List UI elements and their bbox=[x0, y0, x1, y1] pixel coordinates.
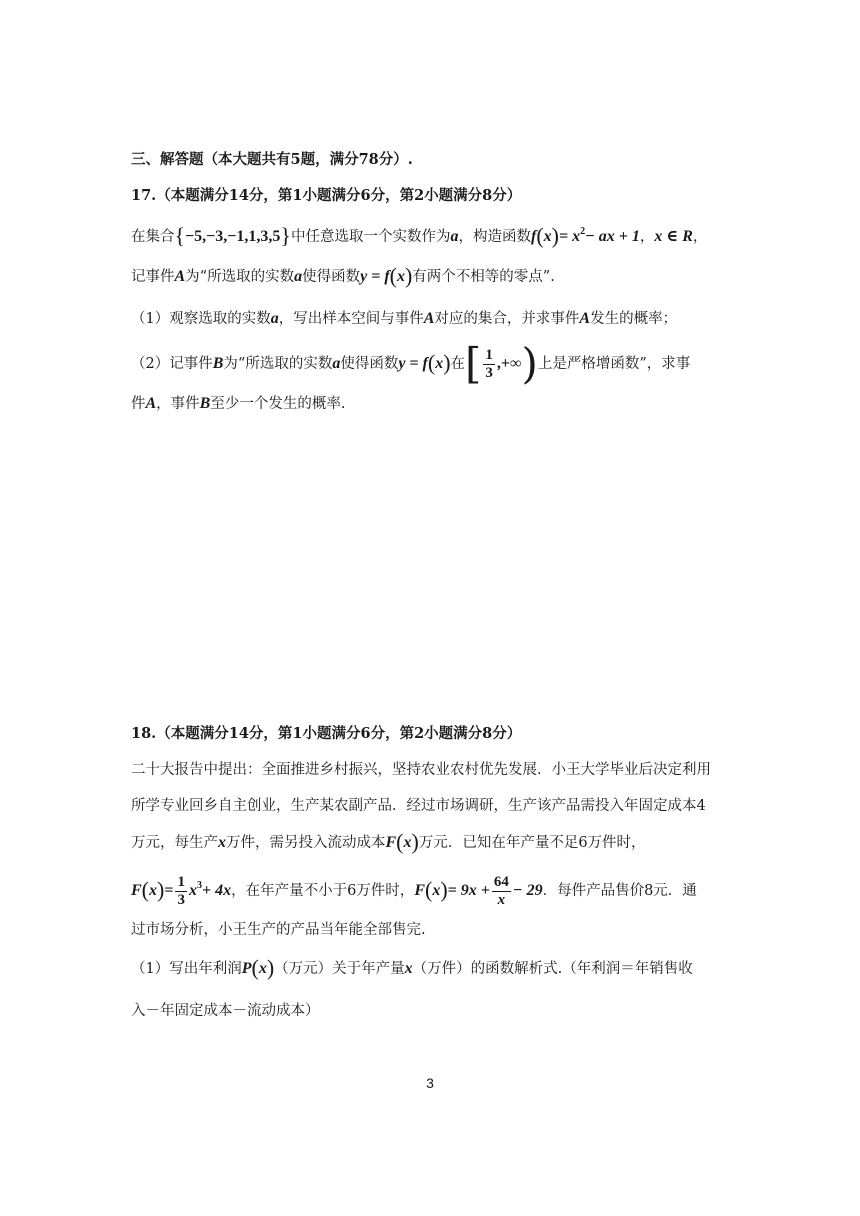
q18-line-4: F(x)= $\frac{1}{3}$ $x^3+ 4x$，在年产量不小于6万件时，F(x)= 9x + $\frac{64}{x}$ − 29．每件产品售价8元．通 bbox=[131, 873, 697, 908]
q17-set-values: −5,−3,−1,1,3,5 bbox=[185, 228, 281, 245]
q17-line-2: 记事件A为“所选取的实数a使得函数y = f(x)有两个不相等的零点”. bbox=[131, 263, 555, 288]
q17-header: 17.（本题满分14分，第1小题满分6分，第2小题满分8分） bbox=[131, 187, 522, 204]
q18-line-3: 万元，每生产x万件，需另投入流动成本F(x)万元．已知在年产量不足6万件时， bbox=[131, 829, 646, 854]
q18-line-5: 过市场分析，小王生产的产品当年能全部售完. bbox=[131, 922, 426, 938]
section-heading: 三、解答题（本大题共有5题，满分78分）. bbox=[131, 151, 413, 168]
page-number: 3 bbox=[426, 1075, 434, 1091]
q17-part-2: （2）记事件B为“所选取的实数a使得函数y = f(x)在[ $\frac{1}{3}$ ,+∞)上是严格增函数”，求事 bbox=[131, 339, 691, 388]
q17-part-2-cont: 件A，事件B至少一个发生的概率. bbox=[131, 395, 346, 412]
q17-line-1: 在集合{−5,−3,−1,1,3,5}中任意选取一个实数作为a，构造函数$f(x)= x^2-$ ax + 1，x ∈ R， bbox=[131, 223, 708, 248]
q18-header: 18.（本题满分14分，第1小题满分6分，第2小题满分8分） bbox=[131, 725, 522, 742]
interval-fraction: $\frac{1}{3}$ bbox=[485, 346, 493, 381]
q18-line-2: 所学专业回乡自主创业，生产某农副产品．经过市场调研，生产该产品需投入年固定成本4 bbox=[131, 798, 706, 814]
q17-part-1: （1）观察选取的实数a，写出样本空间与事件A对应的集合，并求事件A发生的概率； bbox=[131, 310, 678, 327]
q18-part-1-cont: 入－年固定成本－流动成本） bbox=[131, 1003, 320, 1019]
q18-line-1: 二十大报告中提出：全面推进乡村振兴，坚持农业农村优先发展．小王大学毕业后决定利用 bbox=[131, 762, 711, 778]
cost-fraction-2: $\frac{64}{x}$ bbox=[493, 873, 509, 908]
cost-fraction-1: $\frac{1}{3}$ bbox=[177, 873, 185, 908]
q18-part-1: （1）写出年利润P(x)（万元）关于年产量x（万件）的函数解析式.（年利润＝年销售收 bbox=[131, 955, 693, 980]
